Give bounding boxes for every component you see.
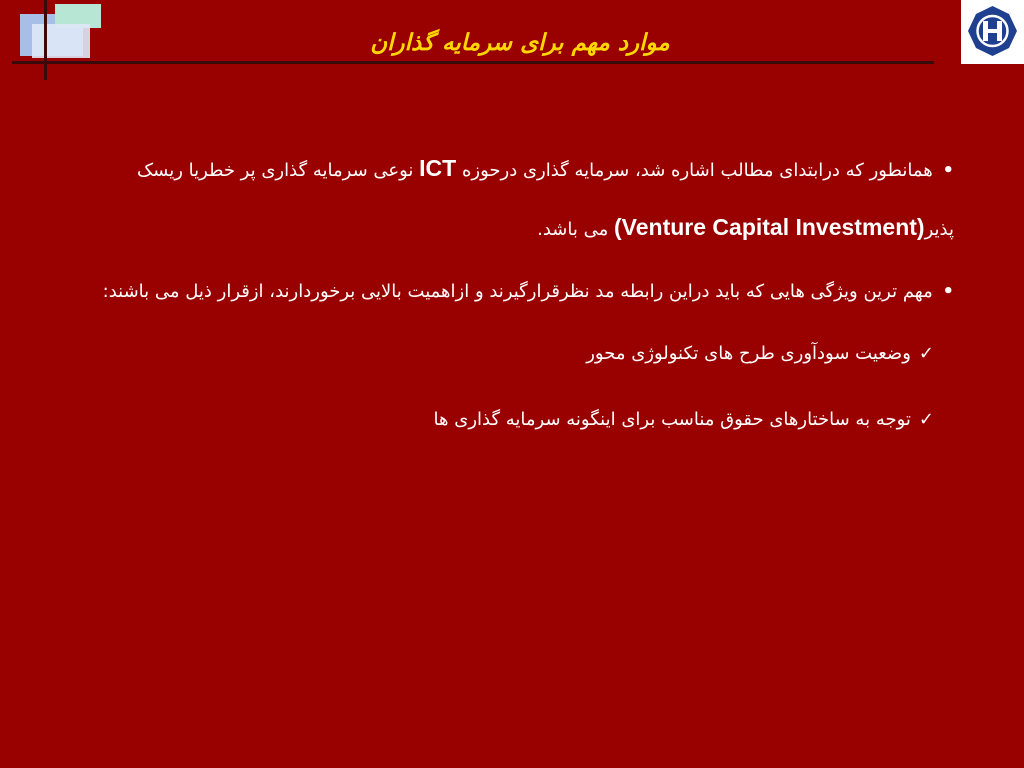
checklist-item: [70, 392, 934, 448]
logo: [961, 0, 1024, 64]
paragraph-text: همانطور که درابتدای مطالب اشاره شد، سرمایه گذاری درحوزه: [461, 160, 933, 181]
paragraph-text: نوعی سرمایه گذاری پر خطریا ریسک پذیر: [137, 160, 954, 240]
decorative-vertical-line: [44, 0, 47, 80]
slide-title: موارد مهم برای سرمایه گذاران: [370, 29, 670, 56]
checkmark-icon: ✓: [918, 343, 934, 364]
bullet-marker: •: [942, 160, 954, 181]
hexagon-h-logo-icon: [961, 0, 1024, 64]
bullet-marker: •: [942, 281, 954, 302]
checklist-text: وضعیت سودآوری طرح های تکنولوژی محور: [586, 343, 911, 364]
checkmark-icon: ✓: [918, 409, 934, 430]
slide-content: [70, 140, 954, 458]
term-ict: ICT: [419, 155, 457, 181]
english-term: (Venture Capital Investment): [614, 214, 925, 240]
bullet-paragraph-2: [70, 264, 954, 320]
decorative-light-square: [32, 24, 90, 58]
paragraph-text: می باشد.: [537, 219, 609, 240]
bullet-paragraph-1: [70, 140, 954, 258]
checklist-item: [70, 326, 934, 382]
checklist-text: توجه به ساختارهای حقوق مناسب برای اینگونه سرمایه گذاری ها: [433, 409, 911, 430]
paragraph-text: مهم ترین ویژگی هایی که باید دراین رابطه مد نظرقرارگیرند و ازاهمیت بالایی برخوردارند، ازقرار ذیل می باشند:: [102, 281, 933, 302]
title-underline: [12, 61, 934, 64]
